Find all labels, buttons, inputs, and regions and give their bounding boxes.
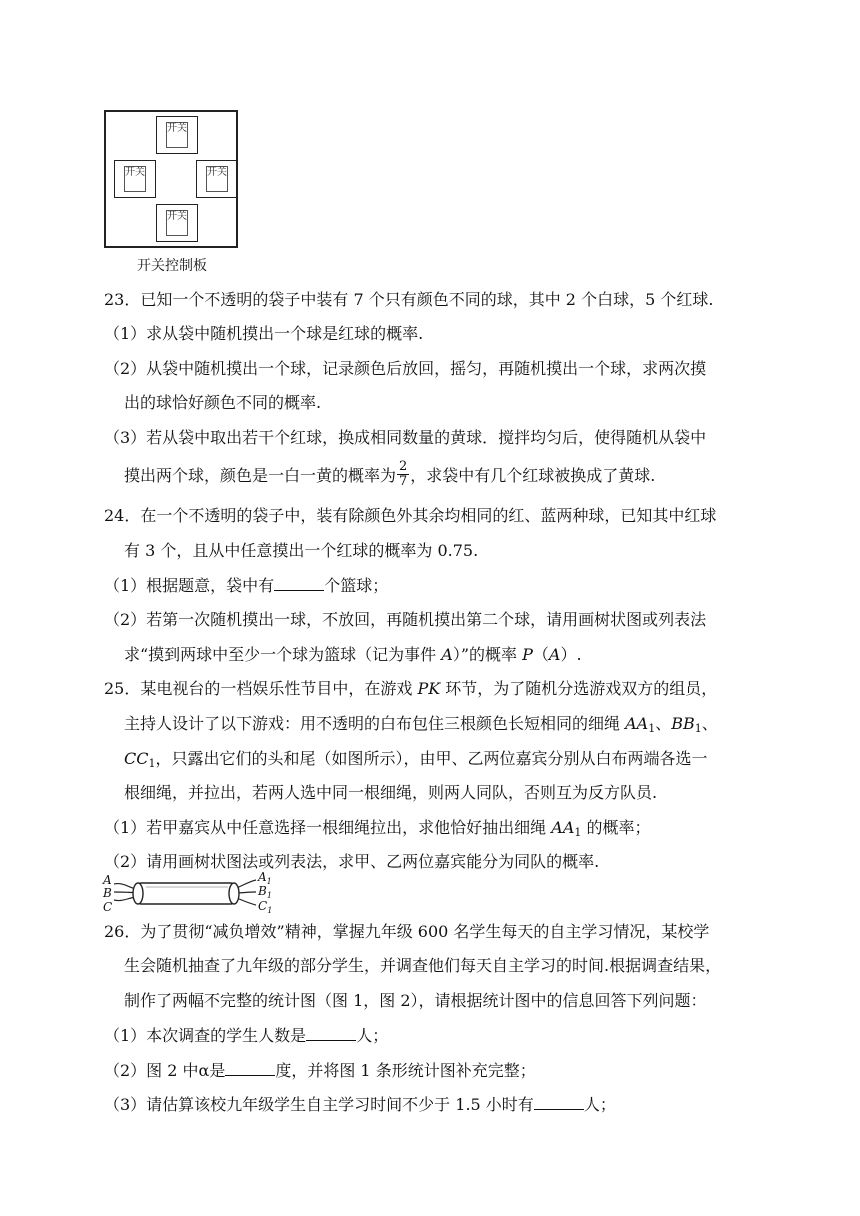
q25-line3-post: ，只露出它们的头和尾（如图所示），由甲、乙两位嘉宾分别从白布两端各选一 (155, 749, 708, 768)
q24-part2-text-2: ）”的概率 (452, 645, 523, 664)
fraction-denominator: 7 (399, 474, 408, 489)
q24-part2-line2 (124, 644, 582, 666)
subscript-1: 1 (694, 722, 702, 735)
rope-aa1-name: AA (625, 714, 649, 733)
switch-right (196, 160, 238, 198)
fraction-two-sevenths (397, 460, 409, 489)
q25-part1-post: 的概率； (581, 818, 651, 837)
switch-left (114, 160, 156, 198)
separator: 、 (655, 714, 672, 733)
answer-blank[interactable] (274, 576, 324, 591)
q24-part2-text-4: ）. (560, 645, 582, 664)
q23-part3-text-pre: 摸出两个球，颜色是一白一黄的概率为 (124, 466, 397, 485)
q24-part1 (104, 575, 388, 597)
q26-part2-post: 度，并将图 1 条形统计图补充完整； (275, 1061, 536, 1080)
switch-top-label: 开关 (166, 122, 188, 148)
answer-blank[interactable] (306, 1026, 356, 1041)
fig-label-b-left: B (103, 886, 112, 900)
q23-part2-line2: 出的球恰好颜色不同的概率. (124, 393, 322, 412)
rope-aa1-name: AA (551, 818, 575, 837)
fig-label-c-left: C (103, 900, 113, 914)
probability-symbol: P (522, 645, 533, 664)
q26-part3-pre: （3）请估算该校九年级学生自主学习时间不少于 1.5 小时有 (104, 1095, 534, 1114)
q25-part1-pre: （1）若甲嘉宾从中任意选择一根细绳拉出，求他恰好抽出细绳 (104, 818, 552, 837)
q26-part1-pre: （1）本次调查的学生人数是 (104, 1026, 307, 1045)
q25-part2: （2）请用画树状图法或列表法，求甲、乙两位嘉宾能分为同队的概率. (104, 852, 600, 871)
q24-stem-line2: 有 3 个，且从中任意摸出一个红球的概率为 0.75. (124, 541, 479, 560)
q25-line1-pre: 25．某电视台的一档娱乐性节目中，在游戏 (104, 679, 418, 698)
q26-part1 (104, 1025, 388, 1047)
q23-part3-text-post: ，求袋中有几个红球被换成了黄球. (410, 466, 656, 485)
q24-part1-post: 个篮球； (324, 576, 389, 595)
fig-label-c-right: $C_1$ (258, 899, 273, 915)
q25-line1 (104, 678, 717, 700)
switch-bottom (156, 204, 198, 242)
q26-part3 (104, 1094, 616, 1116)
q23-part3-line2 (124, 459, 656, 491)
q26-part3-post: 人； (583, 1095, 616, 1114)
subscript-1: 1 (648, 722, 656, 735)
rope-figure (100, 870, 280, 916)
switch-left-label: 开关 (124, 166, 146, 192)
q24-part1-pre: （1）根据题意，袋中有 (104, 576, 275, 595)
q25-line3 (124, 748, 708, 770)
fig-label-a-right: $A_1$ (258, 870, 272, 886)
fig-subscript: 1 (266, 891, 272, 900)
q26-part1-post: 人； (356, 1026, 389, 1045)
q23-part2-line1: （2）从袋中随机摸出一个球，记录颜色后放回，摇匀，再随机摸出一个球，求两次摸 (104, 359, 707, 378)
subscript-1: 1 (148, 757, 156, 770)
fig-label-b-right: $B_1$ (258, 884, 272, 900)
fig-label-a-left: A (103, 873, 112, 887)
q26-line2: 生会随机抽查了九年级的部分学生，并调查他们每天自主学习的时间.根据调查结果， (124, 956, 722, 975)
q26-line3: 制作了两幅不完整的统计图（图 1，图 2），请根据统计图中的信息回答下列问题： (124, 991, 707, 1010)
rope-cc1-name: CC (124, 749, 149, 768)
separator: 、 (701, 714, 718, 733)
q23-stem: 23．已知一个不透明的袋子中装有 7 个只有颜色不同的球，其中 2 个白球，5 个红球. (104, 290, 714, 309)
q23-part3-line1: （3）若从袋中取出若干个红球，换成相同数量的黄球．搅拌均匀后，使得随机从袋中 (104, 428, 707, 447)
q24-part2-text-1: 求“摸到两球中至少一个球为篮球（记为事件 (124, 645, 442, 664)
q25-line4: 根细绳，并拉出，若两人选中同一根细绳，则两人同队，否则互为反方队员. (124, 783, 658, 802)
answer-blank[interactable] (534, 1095, 584, 1110)
switch-bottom-label: 开关 (166, 210, 188, 236)
white-cloth (133, 883, 239, 904)
q26-line1: 26．为了贯彻“减负增效”精神，掌握九年级 600 名学生每天的自主学习情况，某校学 (104, 922, 710, 941)
q24-part2-line1: （2）若第一次随机摸出一球，不放回，再随机摸出第二个球，请用画树状图或列表法 (104, 610, 707, 629)
rope-a-left (114, 884, 136, 889)
event-a-symbol-2: A (548, 645, 561, 664)
q26-part2 (104, 1060, 536, 1082)
fraction-numerator: 2 (399, 459, 408, 474)
q25-line1-post: 环节，为了随机分选游戏双方的组员， (440, 679, 718, 698)
q25-line2-pre: 主持人设计了以下游戏：用不透明的白布包住三根颜色长短相同的细绳 (124, 714, 626, 733)
q26-part2-pre: （2）图 2 中α是 (104, 1061, 226, 1080)
answer-blank[interactable] (225, 1061, 275, 1076)
pk-label: PK (417, 679, 441, 698)
event-a-symbol: A (441, 645, 453, 664)
q25-part1 (104, 817, 650, 839)
switch-top (156, 116, 198, 154)
panel-caption: 开关控制板 (137, 258, 207, 274)
q24-part2-text-3: （ (532, 645, 549, 664)
rope-bb1-name: BB (671, 714, 695, 733)
q25-line2 (124, 713, 718, 735)
q24-stem-line1: 24．在一个不透明的袋子中，装有除颜色外其余均相同的红、蓝两种球，已知其中红球 (104, 506, 717, 525)
fig-subscript: 1 (266, 877, 272, 886)
switch-right-label: 开关 (206, 166, 228, 192)
subscript-1: 1 (574, 826, 582, 839)
fig-subscript: 1 (267, 906, 273, 915)
q23-part1: （1）求从袋中随机摸出一个球是红球的概率. (104, 324, 424, 343)
switch-control-panel (104, 110, 238, 248)
